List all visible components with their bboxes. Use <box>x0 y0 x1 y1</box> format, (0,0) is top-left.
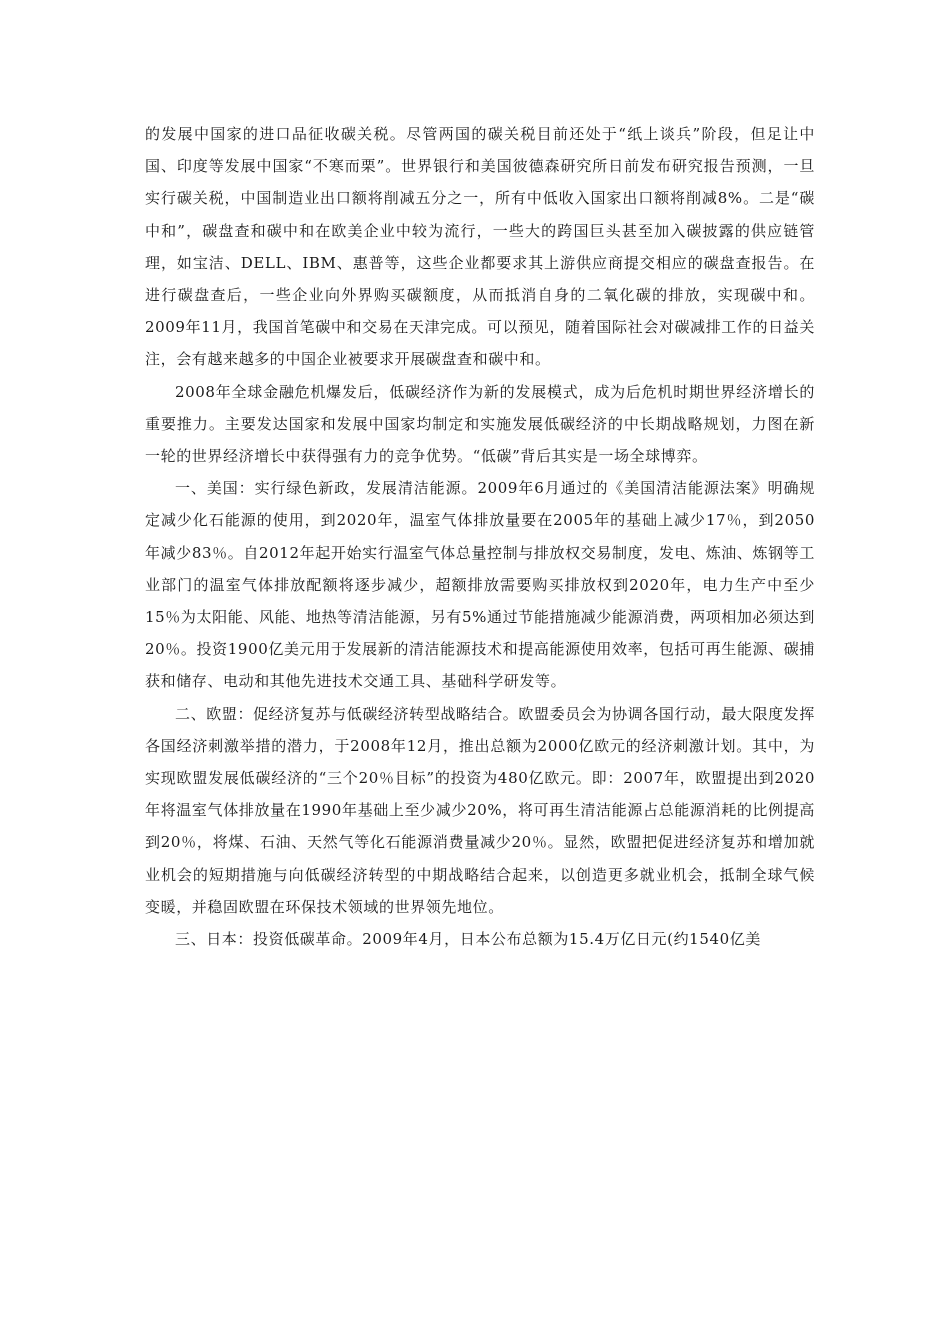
paragraph-eu: 二、欧盟：促经济复苏与低碳经济转型战略结合。欧盟委员会为协调各国行动，最大限度发挥各国经济刺激举措的潜力，于2008年12月，推出总额为2000亿欧元的经济刺激计划。其中，为实现欧盟发展低碳经济的“三个20％目标”的投资为480亿欧元。即：2007年，欧盟提出到2020年将温室气体排放量在1990年基础上至少减少20%，将可再生清洁能源占总能源消耗的比例提高到20％，将煤、石油、天然气等化石能源消费量减少20％。显然，欧盟把促进经济复苏和增加就业机会的短期措施与向低碳经济转型的中期战略结合起来，以创造更多就业机会，抵制全球气候变暖，并稳固欧盟在环保技术领域的世界领先地位。 <box>145 704 815 916</box>
document-body <box>145 118 815 955</box>
paragraph-global-low-carbon: 2008年全球金融危机爆发后，低碳经济作为新的发展模式，成为后危机时期世界经济增长的重要推力。主要发达国家和发展中国家均制定和实施发展低碳经济的中长期战略规划，力图在新一轮的世界经济增长中获得强有力的竞争优势。“低碳”背后其实是一场全球博弈。 <box>145 382 815 466</box>
paragraph-carbon-tariff: 的发展中国家的进口品征收碳关税。尽管两国的碳关税目前还处于“纸上谈兵”阶段，但足让中国、印度等发展中国家“不寒而栗”。世界银行和美国彼德森研究所日前发布研究报告预测，一旦实行碳关税，中国制造业出口额将削减五分之一，所有中低收入国家出口额将削减8%。二是“碳中和”，碳盘查和碳中和在欧美企业中较为流行，一些大的跨国巨头甚至加入碳披露的供应链管理，如宝洁、DELL、IBM、惠普等，这些企业都要求其上游供应商提交相应的碳盘查报告。在进行碳盘查后，一些企业向外界购买碳额度，从而抵消自身的二氧化碳的排放，实现碳中和。2009年11月，我国首笔碳中和交易在天津完成。可以预见，随着国际社会对碳减排工作的日益关注，会有越来越多的中国企业被要求开展碳盘查和碳中和。 <box>145 125 815 369</box>
paragraph-usa: 一、美国：实行绿色新政，发展清洁能源。2009年6月通过的《美国清洁能源法案》明确规定减少化石能源的使用，到2020年，温室气体排放量要在2005年的基础上减少17％，到2050年减少83％。自2012年起开始实行温室气体总量控制与排放权交易制度，发电、炼油、炼钢等工业部门的温室气体排放配额将逐步减少，超额排放需要购买排放权到2020年，电力生产中至少15％为太阳能、风能、地热等清洁能源，另有5%通过节能措施减少能源消费，两项相加必须达到20％。投资1900亿美元用于发展新的清洁能源技术和提高能源使用效率，包括可再生能源、碳捕获和储存、电动和其他先进技术交通工具、基础科学研发等。 <box>145 479 815 691</box>
paragraph-japan: 三、日本：投资低碳革命。2009年4月，日本公布总额为15.4万亿日元(约1540亿美 <box>175 930 761 949</box>
